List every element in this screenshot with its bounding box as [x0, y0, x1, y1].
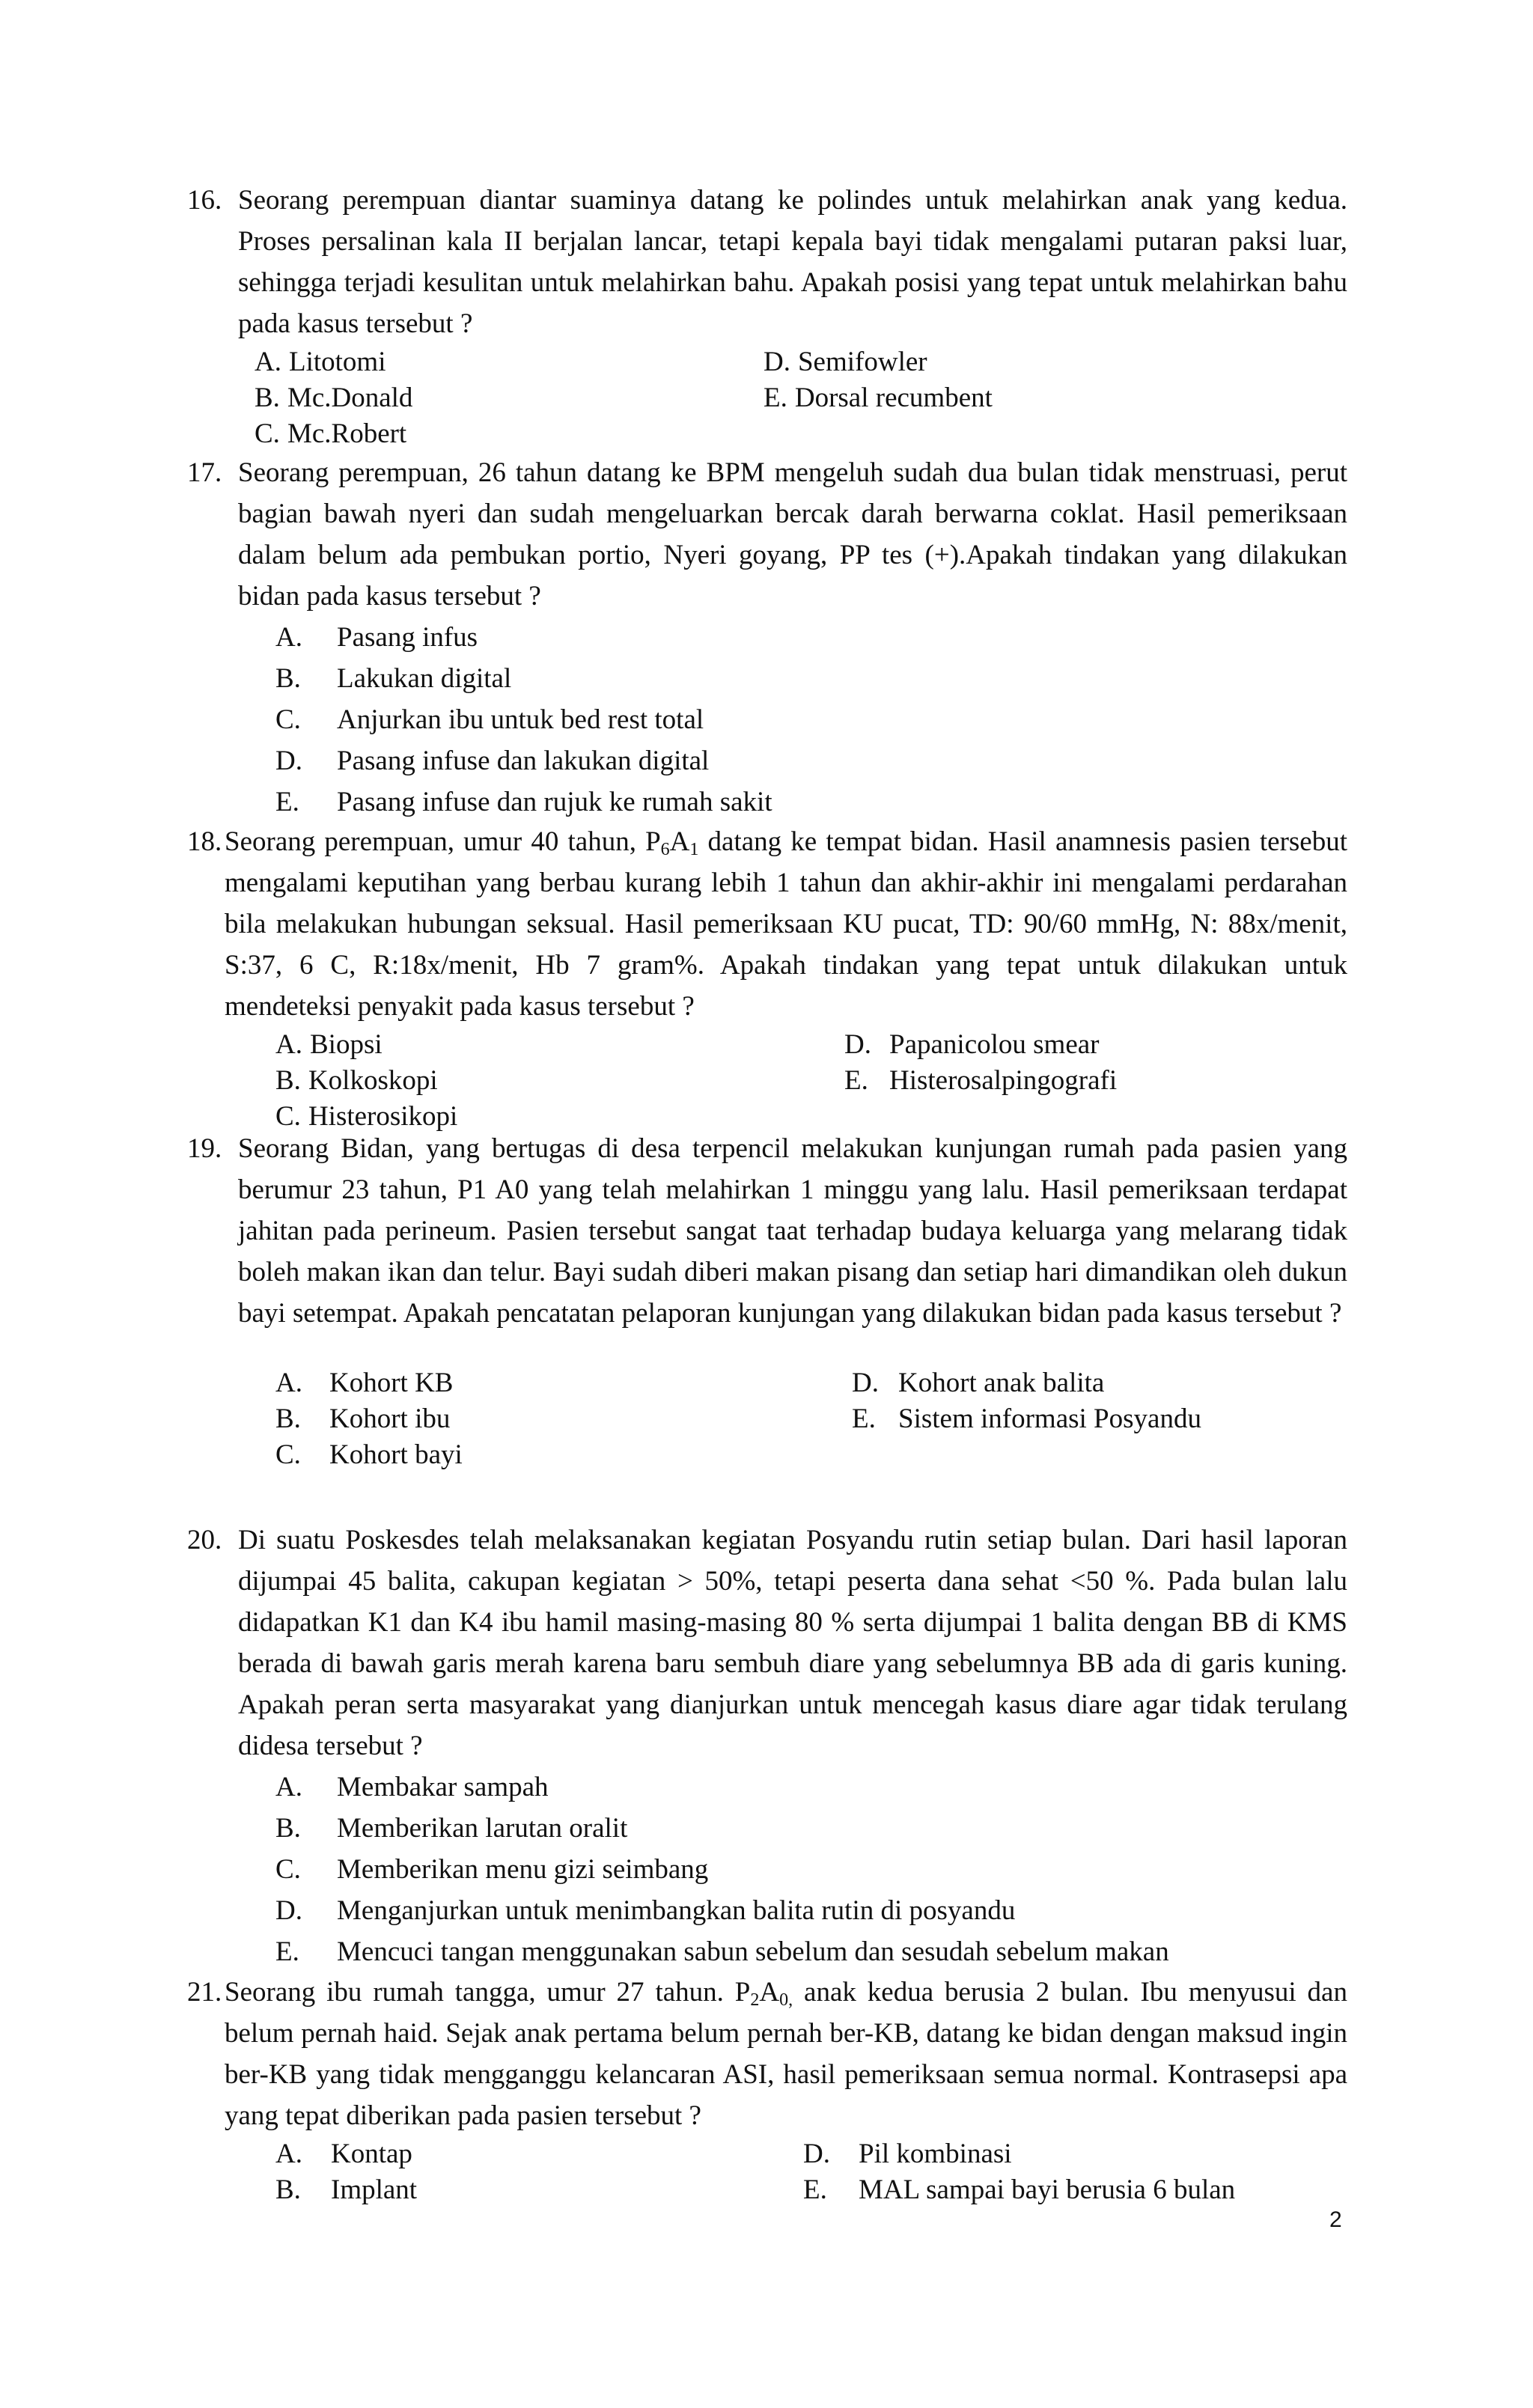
option-letter: B.: [275, 1065, 301, 1096]
option-b: [275, 1808, 1347, 1849]
option-text: Litotomi: [288, 347, 386, 377]
option-text: Sistem informasi Posyandu: [898, 1403, 1201, 1434]
question-number: 18.: [187, 826, 222, 857]
option-c: [275, 699, 1347, 740]
question-text: [225, 1972, 1347, 2136]
option-e: [275, 781, 1347, 823]
page-number: 2: [1329, 2207, 1342, 2232]
option-letter: D.: [844, 1029, 871, 1060]
question-number: 16.: [187, 185, 222, 216]
option-text: Kohort bayi: [329, 1439, 463, 1470]
subscript: 0,: [779, 1990, 793, 2010]
option-letter: A.: [275, 1772, 302, 1802]
option-a: [275, 617, 1347, 658]
option-letter: B.: [275, 1403, 301, 1434]
option-d: [275, 740, 1347, 781]
question-text-part: Seorang perempuan, umur 40 tahun, P: [225, 826, 661, 857]
option-e: [803, 2172, 1327, 2208]
question-number: 20.: [187, 1525, 222, 1555]
option-letter: E.: [852, 1403, 876, 1434]
option-text: Memberikan larutan oralit: [337, 1813, 628, 1844]
option-e: [852, 1401, 1376, 1437]
option-letter: C.: [255, 418, 280, 449]
option-c: [275, 1849, 1347, 1890]
option-text: Kontap: [331, 2139, 412, 2169]
option-text: Pasang infus: [337, 622, 478, 653]
option-text: Papanicolou smear: [889, 1029, 1100, 1060]
question-16: [187, 180, 1347, 452]
option-text: Biopsi: [309, 1029, 383, 1060]
options: [275, 1027, 1347, 1135]
option-d: [764, 344, 1287, 380]
option-text: Dorsal recumbent: [794, 382, 993, 413]
option-letter: B.: [275, 2174, 301, 2205]
option-a: [275, 1365, 852, 1401]
question-text-part: A: [669, 826, 690, 857]
question-20: [187, 1520, 1347, 1972]
option-text: MAL sampai bayi berusia 6 bulan: [859, 2174, 1236, 2205]
option-a: [275, 1027, 844, 1063]
option-letter: D.: [852, 1368, 879, 1398]
question-text: Seorang perempuan diantar suaminya datang ke polindes untuk melahirkan anak yang kedua. Proses persalinan kala II berjalan lancar, tetapi kepala bayi tidak mengalami putaran paksi luar, sehingga terjadi kesulitan untuk melahirkan bahu. Apakah posisi yang tepat untuk melahirkan bahu pada kasus tersebut ?: [238, 185, 1347, 339]
subscript: 2: [750, 1990, 760, 2010]
question-text: Seorang Bidan, yang bertugas di desa terpencil melakukan kunjungan rumah pada pasien yang berumur 23 tahun, P1 A0 yang telah melahirkan 1 minggu yang lalu. Hasil pemeriksaan terdapat jahitan pada perineum. Pasien tersebut sangat taat terhadap budaya keluarga yang melarang tidak boleh makan ikan dan telur. Bayi sudah diberi makan pisang dan setiap hari dimandikan oleh dukun bayi setempat. Apakah pencatatan pelaporan kunjungan yang dilakukan bidan pada kasus tersebut ?: [238, 1133, 1347, 1329]
option-e: [844, 1063, 1368, 1099]
question-number: 19.: [187, 1133, 222, 1164]
option-letter: C.: [275, 1439, 301, 1470]
question-text-part: A: [759, 1977, 780, 2008]
option-b: [255, 380, 764, 416]
option-text: Pasang infuse dan rujuk ke rumah sakit: [337, 787, 772, 817]
option-b: [275, 658, 1347, 699]
option-text: Histerosikopi: [308, 1101, 458, 1132]
option-text: Memberikan menu gizi seimbang: [337, 1854, 709, 1885]
options: [275, 617, 1347, 823]
options: [255, 344, 1347, 452]
option-text: Implant: [331, 2174, 418, 2205]
option-text: Kohort KB: [329, 1368, 454, 1398]
option-c: [255, 416, 764, 452]
option-text: Mencuci tangan menggunakan sabun sebelum dan sesudah sebelum makan: [337, 1936, 1169, 1967]
option-c: [275, 1437, 852, 1473]
question-number: 17.: [187, 457, 222, 488]
option-text: Pasang infuse dan lakukan digital: [337, 746, 710, 776]
options: [275, 1365, 1347, 1473]
option-letter: A.: [275, 1368, 302, 1398]
option-letter: A.: [275, 622, 302, 653]
question-text: Di suatu Poskesdes telah melaksanakan kegiatan Posyandu rutin setiap bulan. Dari hasil laporan dijumpai 45 balita, cakupan kegiatan > 50%, tetapi peserta dana sehat <50 %. Pada bulan lalu didapatkan K1 dan K4 ibu hamil masing-masing 80 % serta dijumpai 1 balita dengan BB di KMS berada di bawah garis merah karena baru sembuh diare yang sebelumnya BB ada di garis kuning. Apakah peran serta masyarakat yang dianjurkan untuk mencegah kasus diare agar tidak terulang didesa tersebut ?: [238, 1525, 1347, 1761]
option-d: [852, 1365, 1376, 1401]
option-text: Lakukan digital: [337, 663, 512, 694]
option-letter: C.: [275, 1854, 301, 1885]
option-d: [844, 1027, 1368, 1063]
option-letter: D.: [764, 347, 790, 377]
option-text: Semifowler: [797, 347, 927, 377]
option-letter: D.: [275, 746, 302, 776]
option-e: [275, 1931, 1347, 1972]
option-letter: C.: [275, 1101, 301, 1132]
option-letter: E.: [275, 1936, 299, 1967]
question-21: [187, 1972, 1347, 2208]
option-text: Mc.Donald: [287, 382, 413, 413]
option-letter: A.: [255, 347, 281, 377]
question-18: [187, 821, 1347, 1135]
option-letter: E.: [803, 2174, 827, 2205]
options: [275, 1767, 1347, 1972]
option-letter: B.: [275, 1813, 301, 1844]
question-text-part: Seorang ibu rumah tangga, umur 27 tahun. P: [225, 1977, 751, 2008]
question-text-part: datang ke tempat bidan. Hasil anamnesis pasien tersebut mengalami keputihan yang berbau kurang lebih 1 tahun dan akhir-akhir ini mengalami perdarahan bila melakukan hubungan seksual. Hasil pemeriksaan KU pucat, TD: 90/60 mmHg, N: 88x/menit, S:37, 6 C, R:18x/menit, Hb 7 gram%. Apakah tindakan yang tepat untuk dilakukan untuk mendeteksi penyakit pada kasus tersebut ?: [225, 826, 1347, 1022]
question-number: 21.: [187, 1977, 222, 2008]
question-text: Seorang perempuan, 26 tahun datang ke BPM mengeluh sudah dua bulan tidak menstruasi, perut bagian bawah nyeri dan sudah mengeluarkan bercak darah berwarna coklat. Hasil pemeriksaan dalam belum ada pembukan portio, Nyeri goyang, PP tes (+).Apakah tindakan yang dilakukan bidan pada kasus tersebut ?: [238, 457, 1347, 612]
option-b: [275, 2172, 803, 2208]
option-e: [764, 380, 1287, 416]
option-text: Kohort anak balita: [898, 1368, 1105, 1398]
option-text: Menganjurkan untuk menimbangkan balita rutin di posyandu: [337, 1895, 1016, 1926]
option-letter: C.: [275, 704, 301, 735]
option-letter: A.: [275, 1029, 302, 1060]
subscript: 1: [689, 840, 699, 859]
question-text: [225, 821, 1347, 1027]
option-text: Mc.Robert: [287, 418, 407, 449]
option-letter: E.: [764, 382, 787, 413]
option-b: [275, 1401, 852, 1437]
option-letter: B.: [275, 663, 301, 694]
option-d: [275, 1890, 1347, 1931]
option-letter: E.: [275, 787, 299, 817]
question-19: [187, 1128, 1347, 1473]
option-text: Histerosalpingografi: [889, 1065, 1118, 1096]
option-text: Pil kombinasi: [859, 2139, 1012, 2169]
question-text-part: anak kedua berusia 2 bulan. Ibu menyusui dan belum pernah haid. Sejak anak pertama belum pernah ber-KB, datang ke bidan dengan maksud ingin ber-KB yang tidak mengganggu kelancaran ASI, hasil pemeriksaan semua normal. Kontrasepsi apa yang tepat diberikan pada pasien tersebut ?: [225, 1977, 1347, 2131]
option-letter: D.: [803, 2139, 830, 2169]
option-a: [275, 1767, 1347, 1808]
option-letter: A.: [275, 2139, 302, 2169]
option-text: Kolkoskopi: [308, 1065, 438, 1096]
option-letter: E.: [844, 1065, 868, 1096]
option-letter: B.: [255, 382, 280, 413]
option-a: [275, 2136, 803, 2172]
option-d: [803, 2136, 1327, 2172]
option-text: Kohort ibu: [329, 1403, 451, 1434]
option-b: [275, 1063, 844, 1099]
option-text: Membakar sampah: [337, 1772, 549, 1802]
option-text: Anjurkan ibu untuk bed rest total: [337, 704, 704, 735]
question-17: [187, 452, 1347, 823]
options: [275, 2136, 1347, 2208]
option-a: [255, 344, 764, 380]
option-letter: D.: [275, 1895, 302, 1926]
subscript: 6: [660, 840, 670, 859]
